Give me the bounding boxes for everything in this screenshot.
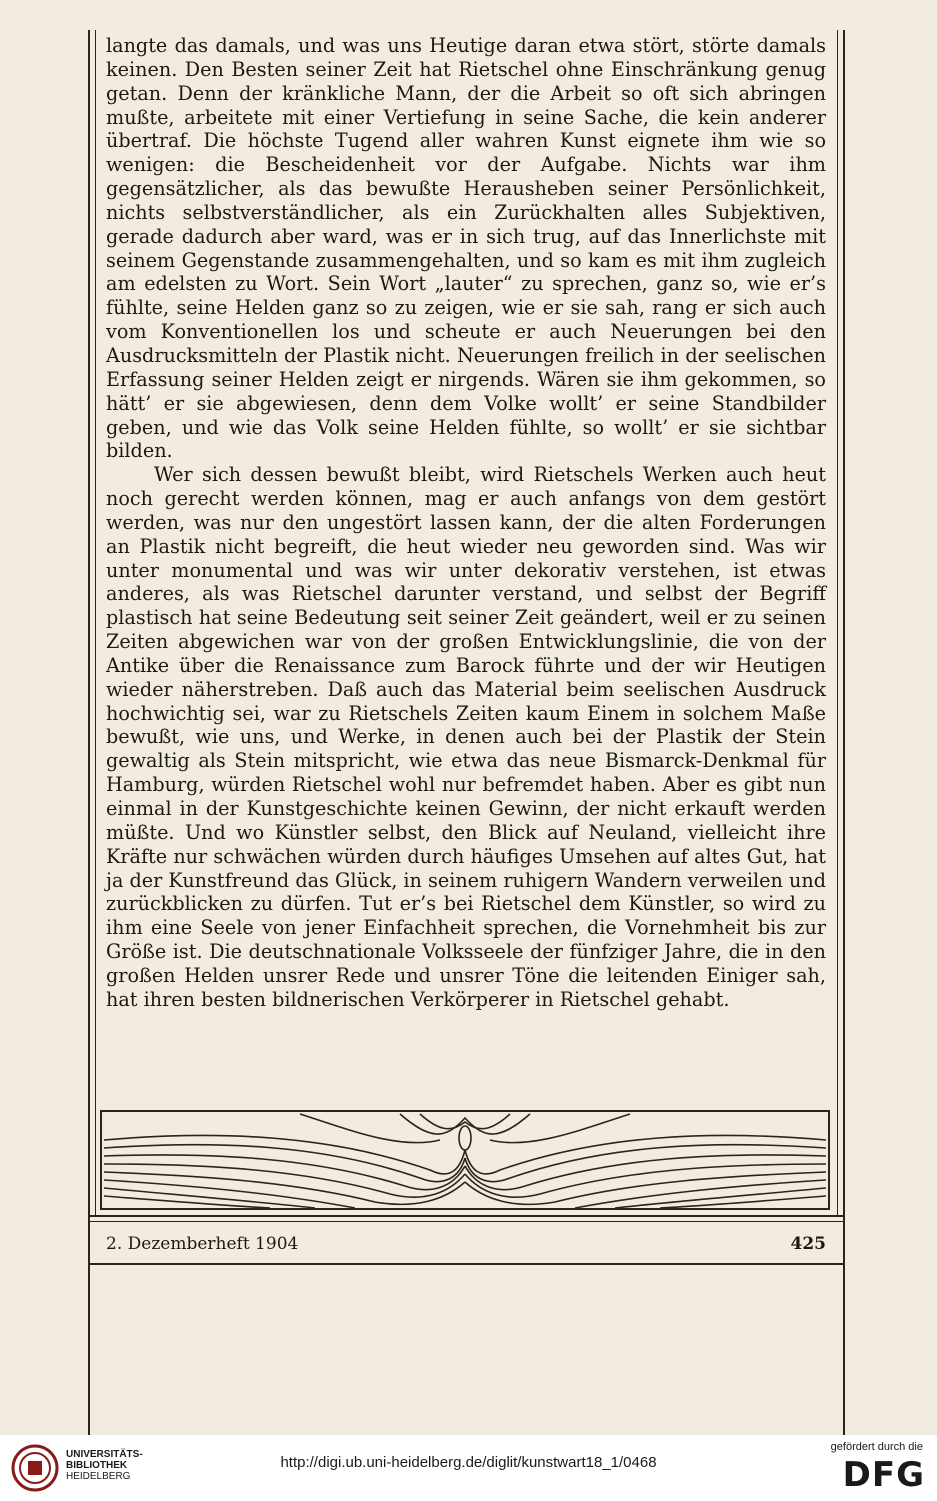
- dfg-logo: DFG: [842, 1455, 925, 1495]
- library-name-line-1: UNIVERSITÄTS-: [66, 1449, 143, 1460]
- footer-rule: [88, 1263, 845, 1265]
- frame-rule-left-outer: [88, 30, 90, 1435]
- frame-rule-left-inner: [95, 30, 96, 1215]
- frame-rule-right-inner: [837, 30, 838, 1215]
- library-name-line-2: BIBLIOTHEK: [66, 1460, 128, 1471]
- library-name-line-3: HEIDELBERG: [66, 1471, 131, 1482]
- paragraph-1: langte das damals, und was uns Heutige daran etwa stört, störte damals keinen. Den Besten seiner Zeit hat Rietschel ohne Einschränkung genug getan. Denn der kränkliche Mann, der die Arbeit so oft sich abringen mußte, arbeitete mit einer Vertiefung in seine Sache, die kein anderer übertraf. Die höchste Tugend aller wahren Kunst eignete ihm wie so wenigen: die Bescheidenheit vor der Aufgabe. Nichts war ihm gegensätzlicher, als das bewußte Herausheben seiner Persönlichkeit, nichts selbstverständlicher, als ein Zurückhalten alles Subjektiven, gerade dadurch aber ward, was er in sich trug, auf das Innerlichste mit seinem Gegenstande zusammengehalten, und so kam es mit ihm zugleich am edelsten zu Wort. Sein Wort „lauter“ zu sprechen, ganz so, wie er’s fühlte, seine Helden ganz so zu zeigen, wie er sie sah, rang er sich auch vom Konventionellen los und scheute er auch Neuerungen bei den Ausdrucksmitteln der Plastik nicht. Neuerungen freilich in der seelischen Erfassung seiner Helden zeigt er nirgends. Wären sie ihm gekommen, so hätt’ er sie abgewiesen, denn dem Volke wollt’ er seine Standbilder geben, und wie das Volk seine Helden fühlte, so wollt’ er sie sichtbar bilden.: [106, 34, 826, 463]
- ornament-icon: [100, 1110, 830, 1210]
- paragraph-2: Wer sich dessen bewußt bleibt, wird Rietschels Werken auch heut noch gerecht werden können, mag er auch anfangs von dem gestört werden, was nur den ungestört lassen kann, der die alten Forderungen an Plastik nicht begreift, die heut wieder neu geworden sind. Was wir unter monumental und was wir unter dekorativ verstehen, ist etwas anderes, als was Rietschel darunter verstand, und selbst der Begriff plastisch hat seine Bedeutung seit seiner Zeit geändert, weil er zu seinen Zeiten abgewichen war von der großen Entwicklungslinie, die von der Antike über die Renaissance zum Barock führte und der wir Heutigen wieder näherstreben. Daß auch das Material beim seelischen Ausdruck hochwichtig sei, war zu Rietschels Zeiten kaum Einem in solchem Maße bewußt, wie uns, und Werke, in denen auch bei der Plastik der Stein gewaltig als Stein mitspricht, wie etwa das neue Bismarck-Denkmal für Hamburg, würden Rietschel wohl nur befremdet haben. Aber es gibt nun einmal in der Kunstgeschichte keinen Gewinn, der nicht erkauft werden müßte. Und wo Künstler selbst, den Blick auf Neuland, vielleicht ihre Kräfte nur schwächen würden durch häufiges Umsehen auf altes Gut, hat ja der Kunstfreund das Glück, in seinem ruhigern Wandern verweilen und zurückblicken zu dürfen. Tut er’s bei Rietschel dem Künstler, so wird zu ihm eine Seele von jener Einfachheit sprechen, die Vornehmheit bis zur Größe ist. Die deutschnationale Volksseele der fünfziger Jahre, die in den großen Helden unsrer Rede und unsrer Töne die leitenden Einiger sah, hat ihren besten bildnerischen Verkörperer in Rietschel gehabt.: [106, 463, 826, 1011]
- page-footer: [106, 1230, 826, 1258]
- funder-caption: gefördert durch die: [830, 1441, 923, 1453]
- issue-label: 2. Dezemberheft 1904: [106, 1234, 299, 1254]
- body-text: [106, 34, 826, 1012]
- frame-rule-bottom-thin: [88, 1221, 845, 1222]
- permalink-url[interactable]: http://digi.ub.uni-heidelberg.de/diglit/kunstwart18_1/0468: [280, 1454, 657, 1471]
- frame-rule-bottom: [88, 1215, 845, 1217]
- page-number: 425: [790, 1234, 826, 1254]
- frame-rule-right-outer: [843, 30, 845, 1435]
- viewer-footer-bar: [0, 1435, 937, 1501]
